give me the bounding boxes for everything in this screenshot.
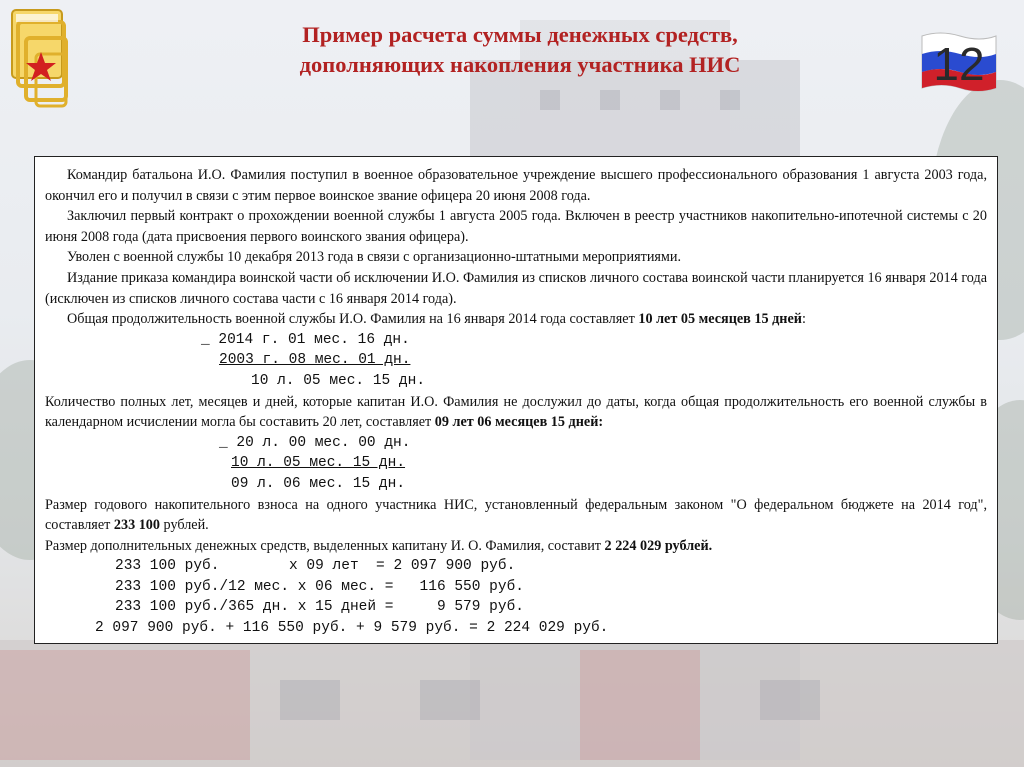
paragraph-annual-contribution <box>45 495 987 536</box>
slide-title-line-2: дополняющих накопления участника НИС <box>299 52 741 77</box>
paragraph-contract: Заключил первый контракт о прохождении военной службы 1 августа 2005 года. Включен в реестр участников накопительно-ипотечной системы с 20 июня 2008 года (дата присвоения первого воинского звания офицера). <box>45 208 987 245</box>
annual-contribution-unit: рублей. <box>159 517 209 534</box>
annual-contribution-value: 233 100 <box>113 517 160 534</box>
paragraph-order: Издание приказа командира воинской части об исключении И.О. Фамилия из списков личного состава воинской части планируется 16 января 2014 года (исключен из списков личного состава части с 16 января 2014 года). <box>45 269 987 307</box>
paragraph-remaining-service <box>45 392 987 433</box>
calc-service-result: 10 л. 05 мес. 15 дн. <box>251 372 426 389</box>
example-text-panel <box>34 156 998 644</box>
paragraph-additional-funds <box>45 536 987 557</box>
calc-service-line-2: 2003 г. 08 мес. 01 дн. <box>219 352 411 369</box>
slide-number: 12 <box>933 38 985 90</box>
service-length-value: 10 лет 05 месяцев 15 дней <box>638 311 802 328</box>
paragraph-discharge: Уволен с военной службы 10 декабря 2013 года в связи с организационно-штатными мероприятиями. <box>67 249 682 266</box>
paragraph-enrollment: Командир батальона И.О. Фамилия поступил в военное образовательное учреждение высшего профессионального образования 1 августа 2003 года, окончил его и получил в связи с этим первое воинское звание офицера 20 июня 2008 года. <box>45 167 987 204</box>
calc-service-line-1: _ 2014 г. 01 мес. 16 дн. <box>201 331 410 348</box>
calc-remaining-result: 09 л. 06 мес. 15 дн. <box>231 475 406 492</box>
military-emblem-icon <box>10 8 70 112</box>
remaining-service-value: 09 лет 06 месяцев 15 дней: <box>434 414 604 431</box>
service-length-colon: : <box>801 311 806 328</box>
additional-funds-text: Размер дополнительных денежных средств, выделенных капитану И. О. Фамилия, составит <box>45 537 605 554</box>
calc-funds-line-3: 233 100 руб./365 дн. х 15 дней = 9 579 руб. <box>115 599 524 616</box>
calc-funds-line-1: 233 100 руб. х 09 лет = 2 097 900 руб. <box>115 558 516 575</box>
calc-remaining-line-2: 10 л. 05 мес. 15 дн. <box>231 455 406 472</box>
calc-funds-line-2: 233 100 руб./12 мес. х 06 мес. = 116 550 руб. <box>115 578 524 595</box>
annual-contribution-text: Размер годового накопительного взноса на одного участника НИС, установленный федеральным законом "О федеральном бюджете на 2014 год", составляет <box>45 496 987 534</box>
calc-remaining-line-1: _ 20 л. 00 мес. 00 дн. <box>219 434 411 451</box>
service-length-text: Общая продолжительность военной службы И.О. Фамилия на 16 января 2014 года составляет <box>67 311 639 328</box>
remaining-service-text: Количество полных лет, месяцев и дней, которые капитан И.О. Фамилия не дослужил до даты, когда общая продолжительность его военной службы в календарном исчислении могла бы составить 20 лет, составляет <box>45 393 987 431</box>
slide-title-line-1: Пример расчета суммы денежных средств, <box>302 22 738 47</box>
additional-funds-value: 2 224 029 рублей. <box>604 537 713 554</box>
calc-funds-total: 2 097 900 руб. + 116 550 руб. + 9 579 руб. = 2 224 029 руб. <box>95 620 609 637</box>
slide-title <box>150 20 890 80</box>
paragraph-service-length <box>45 309 987 330</box>
